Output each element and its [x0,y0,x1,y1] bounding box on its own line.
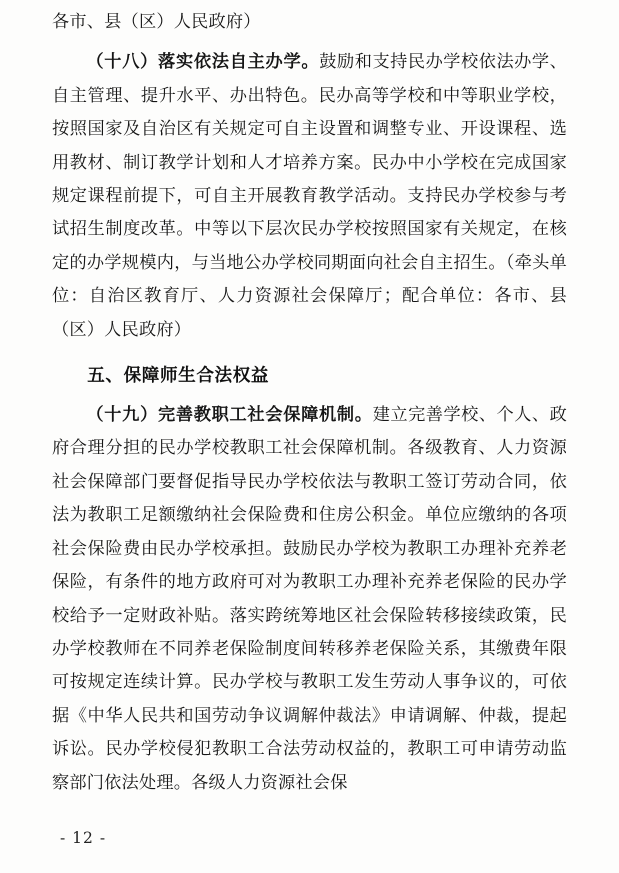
paragraph-article-19 [52,399,567,800]
paragraph-text-18: 鼓励和支持民办学校依法办学、自主管理、提升水平、办出特色。民办高等学校和中等职业学校，按照国家及自治区有关规定可自主设置和调整专业、开设课程、选用教材、制订教学计划和人才培养方案。民办中小学校在完成国家规定课程前提下，可自主开展教育教学活动。支持民办学校参与考试招生制度改革。中等以下层次民办学校按照国家有关规定，在核定的办学规模内，与当地公办学校同期面向社会自主招生。（牵头单位：自治区教育厅、人力资源社会保障厅；配合单位：各市、县（区）人民政府） [52,52,567,340]
document-body [52,0,567,800]
section-heading-five: 五、保障师生合法权益 [87,365,270,387]
paragraph-continuation: 各市、县（区）人民政府） [52,12,261,32]
paragraph-lead-18: （十八）落实依法自主办学。 [86,52,320,73]
paragraph-spacer [52,39,567,46]
paragraph-text-19: 建立完善学校、个人、政府合理分担的民办学校教职工社会保障机制。各级教育、人力资源社会保障部门要督促指导民办学校依法与教职工签订劳动合同，依法为教职工足额缴纳社会保险费和住房公积金。单位应缴纳的各项社会保险费由民办学校承担。鼓励民办学校为教职工办理补充养老保险，有条件的地方政府可对为教职工办理补充养老保险的民办学校给予一定财政补贴。落实跨统筹地区社会保险转移接续政策，民办学校教师在不同养老保险制度间转移养老保险关系，其缴费年限可按规定连续计算。民办学校与教职工发生劳动人事争议的，可依据《中华人民共和国劳动争议调解仲裁法》申请调解、仲裁，提起诉讼。民办学校侵犯教职工合法劳动权益的，教职工可申请劳动监察部门依法处理。各级人力资源社会保 [52,405,568,793]
paragraph-lead-19: （十九）完善教职工社会保障机制。 [86,405,373,426]
page-number: - 12 - [60,829,107,847]
paragraph-article-18 [52,46,567,347]
